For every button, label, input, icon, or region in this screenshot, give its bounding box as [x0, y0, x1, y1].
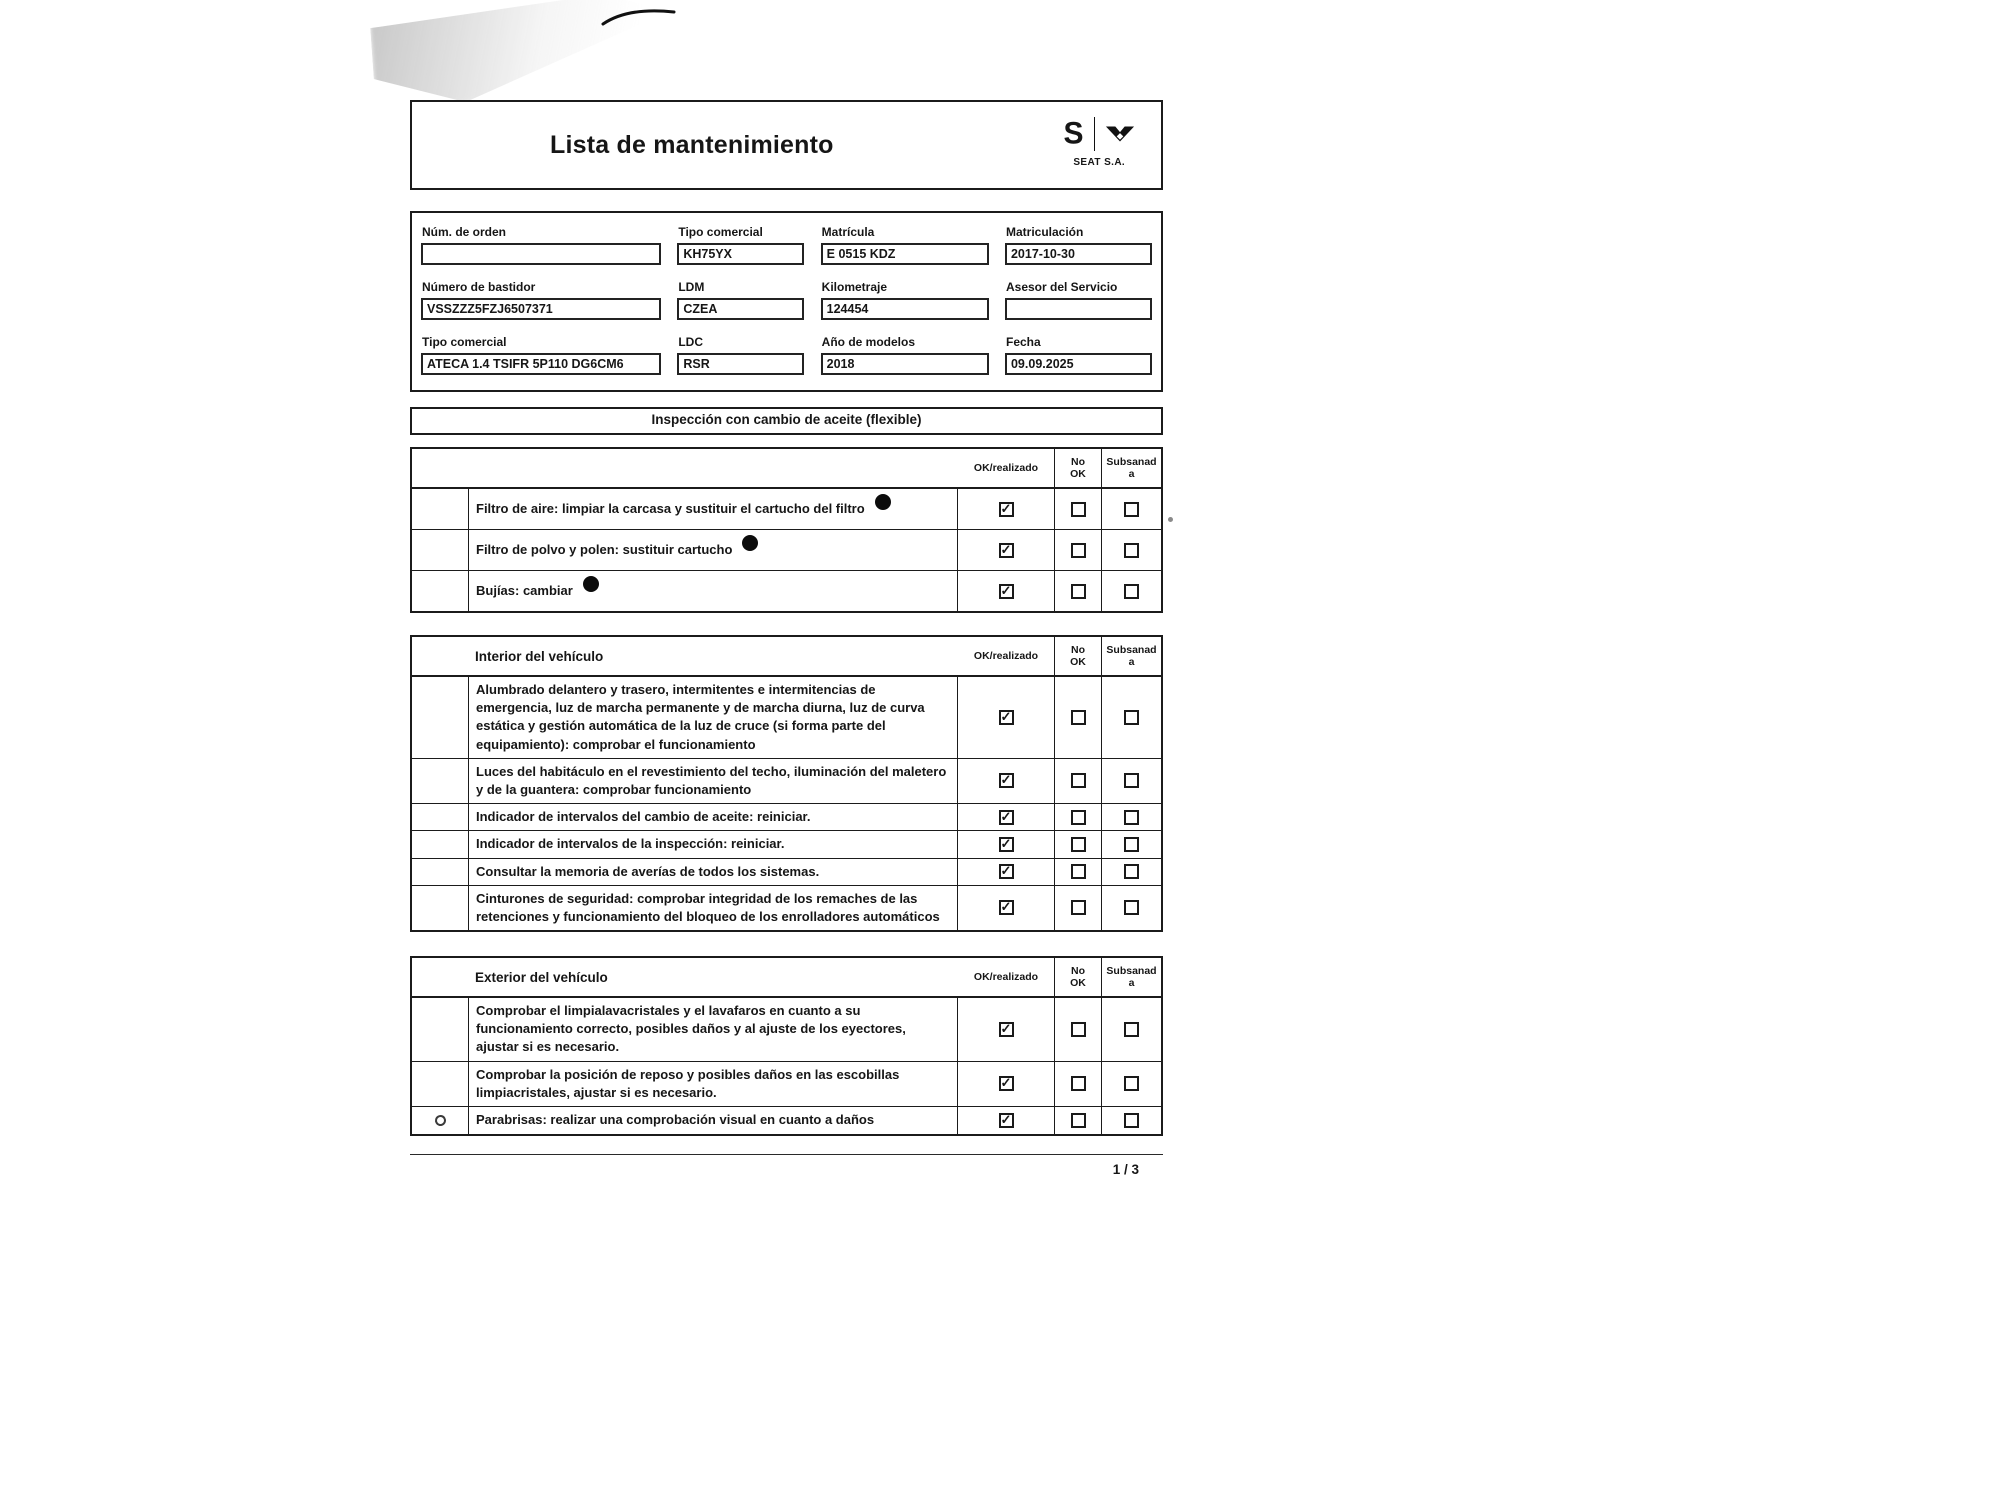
- checkbox-subsanada[interactable]: [1124, 837, 1139, 852]
- ok-cell: [958, 998, 1055, 1061]
- page-title: Lista de mantenimiento: [550, 130, 834, 159]
- checkbox-ok[interactable]: [999, 502, 1014, 517]
- ok-cell: [958, 1107, 1055, 1134]
- brand-block: [1063, 115, 1135, 168]
- form-field: [821, 280, 989, 320]
- ok-cell: [958, 886, 1055, 930]
- column-header-ok: OK/realizado: [958, 449, 1055, 487]
- checkbox-ok[interactable]: [999, 837, 1014, 852]
- column-header-ok: OK/realizado: [958, 958, 1055, 996]
- task-label: Comprobar el limpialavacristales y el lavafaros en cuanto a su funcionamiento correcto, posibles daños y al ajuste de los eyectores, ajustar si es necesario.: [476, 1003, 906, 1055]
- field-label: LDC: [678, 335, 703, 349]
- margin-column-header: [412, 637, 469, 675]
- margin-column-header: [412, 958, 469, 996]
- checkbox-ok[interactable]: [999, 1022, 1014, 1037]
- field-label: Número de bastidor: [422, 280, 536, 294]
- ok-cell: [958, 489, 1055, 529]
- checkbox-subsanada[interactable]: [1124, 710, 1139, 725]
- ok-cell: [958, 1062, 1055, 1106]
- field-label: LDM: [678, 280, 705, 294]
- checklist-row: [412, 1107, 1161, 1134]
- checkbox-subsanada[interactable]: [1124, 584, 1139, 599]
- field-value-box[interactable]: CZEA: [677, 298, 804, 320]
- checklist-table-oil-change: [410, 447, 1163, 613]
- column-header-no-ok: No OK: [1055, 449, 1102, 487]
- checkbox-ok[interactable]: [999, 710, 1014, 725]
- field-value-box[interactable]: KH75YX: [677, 243, 804, 265]
- ok-cell: [958, 859, 1055, 885]
- checklist-table-interior: [410, 635, 1163, 932]
- section-banner: Inspección con cambio de aceite (flexible): [410, 407, 1163, 435]
- task-label: Consultar la memoria de averías de todos los sistemas.: [476, 863, 820, 879]
- task-label: Filtro de polvo y polen: sustituir cartucho: [476, 541, 733, 557]
- task-cell: [469, 530, 958, 570]
- task-cell: [469, 859, 958, 885]
- field-label: Fecha: [1005, 335, 1041, 349]
- checklist-row: [412, 1062, 1161, 1107]
- table-title: [469, 466, 958, 470]
- checkbox-no-ok[interactable]: [1071, 1022, 1086, 1037]
- form-field: [821, 225, 989, 265]
- checkbox-no-ok[interactable]: [1071, 773, 1086, 788]
- checkbox-ok[interactable]: [999, 773, 1014, 788]
- checkbox-ok[interactable]: [999, 1076, 1014, 1091]
- field-label: Asesor del Servicio: [1005, 280, 1118, 294]
- seat-logo-icon: S: [1063, 116, 1084, 151]
- subsanada-cell: [1102, 998, 1161, 1061]
- column-header-subsanada: Subsanada: [1106, 455, 1157, 480]
- field-value-box[interactable]: 124454: [821, 298, 989, 320]
- row-margin-cell: [412, 571, 469, 611]
- subsanada-cell: [1102, 677, 1161, 758]
- no-ok-cell: [1055, 886, 1102, 930]
- checkbox-no-ok[interactable]: [1071, 1113, 1086, 1128]
- form-field: [1005, 280, 1152, 320]
- form-field: [1005, 335, 1152, 375]
- checkbox-subsanada[interactable]: [1124, 864, 1139, 879]
- checkbox-no-ok[interactable]: [1071, 710, 1086, 725]
- field-value-box[interactable]: 09.09.2025: [1005, 353, 1152, 375]
- task-cell: [469, 677, 958, 758]
- form-field: [421, 225, 661, 265]
- no-ok-cell: [1055, 677, 1102, 758]
- subsanada-cell: [1102, 530, 1161, 570]
- task-label: Cinturones de seguridad: comprobar integridad de los remaches de las retenciones y funcionamiento del bloqueo de los enrolladores automáticos: [476, 890, 940, 924]
- maintenance-document: [410, 100, 1163, 1177]
- subsanada-cell: [1102, 1107, 1161, 1134]
- table-title: Exterior del vehículo: [475, 969, 608, 985]
- form-field: [1005, 225, 1152, 265]
- document-header: [410, 100, 1163, 190]
- table-title: Interior del vehículo: [475, 648, 604, 664]
- no-ok-cell: [1055, 489, 1102, 529]
- checkbox-subsanada[interactable]: [1124, 502, 1139, 517]
- column-header-no-ok: No OK: [1055, 958, 1102, 996]
- field-label: Núm. de orden: [422, 225, 507, 239]
- checkbox-subsanada[interactable]: [1124, 1022, 1139, 1037]
- subsanada-cell: [1102, 886, 1161, 930]
- checklist-row: [412, 677, 1161, 759]
- dot-marker-icon: [742, 535, 758, 551]
- field-value-box[interactable]: E 0515 KDZ: [821, 243, 989, 265]
- cupra-logo-icon: [1105, 124, 1135, 144]
- task-label: Luces del habitáculo en el revestimiento del techo, iluminación del maletero y de la guantera: comprobar funcionamiento: [476, 763, 947, 797]
- subsanada-cell: [1102, 804, 1161, 830]
- row-margin-cell: [412, 1107, 469, 1134]
- dot-marker-icon: [875, 494, 891, 510]
- checkbox-ok[interactable]: [999, 1113, 1014, 1128]
- no-ok-cell: [1055, 804, 1102, 830]
- checklist-row: [412, 530, 1161, 571]
- field-value-box[interactable]: 2017-10-30: [1005, 243, 1152, 265]
- column-header-no-ok: No OK: [1055, 637, 1102, 675]
- subsanada-cell: [1102, 759, 1161, 803]
- field-value-box[interactable]: [1005, 298, 1152, 320]
- ok-cell: [958, 530, 1055, 570]
- column-header-subsanada: Subsanada: [1106, 965, 1157, 990]
- subsanada-cell: [1102, 571, 1161, 611]
- checkbox-ok[interactable]: [999, 864, 1014, 879]
- no-ok-cell: [1055, 1062, 1102, 1106]
- checklist-row: [412, 859, 1161, 886]
- logo-divider: [1094, 117, 1096, 151]
- row-margin-cell: [412, 831, 469, 857]
- checkbox-ok[interactable]: [999, 543, 1014, 558]
- field-value-box[interactable]: RSR: [677, 353, 804, 375]
- checkbox-subsanada[interactable]: [1124, 773, 1139, 788]
- task-label: Bujías: cambiar: [476, 582, 573, 598]
- row-margin-cell: [412, 886, 469, 930]
- task-label: Comprobar la posición de reposo y posibles daños en las escobillas limpiacristales, ajustar si es necesario.: [476, 1066, 900, 1100]
- task-cell: [469, 831, 958, 857]
- checkbox-no-ok[interactable]: [1071, 900, 1086, 915]
- row-margin-cell: [412, 530, 469, 570]
- row-margin-cell: [412, 804, 469, 830]
- dot-marker-icon: [583, 576, 599, 592]
- column-header-ok: OK/realizado: [958, 637, 1055, 675]
- checkbox-ok[interactable]: [999, 900, 1014, 915]
- checklist-row: [412, 831, 1161, 858]
- checkbox-no-ok[interactable]: [1071, 837, 1086, 852]
- field-label: Matriculación: [1005, 225, 1084, 239]
- task-label: Indicador de intervalos de la inspección: reiniciar.: [476, 836, 785, 852]
- task-cell: [469, 489, 958, 529]
- table-header: [412, 449, 1161, 489]
- row-margin-cell: [412, 998, 469, 1061]
- ok-cell: [958, 677, 1055, 758]
- row-margin-cell: [412, 677, 469, 758]
- checklist-row: [412, 759, 1161, 804]
- no-ok-cell: [1055, 759, 1102, 803]
- form-field: [677, 225, 804, 265]
- field-label: Matrícula: [821, 225, 875, 239]
- checkbox-no-ok[interactable]: [1071, 584, 1086, 599]
- table-header: [412, 958, 1161, 998]
- no-ok-cell: [1055, 1107, 1102, 1134]
- checkbox-no-ok[interactable]: [1071, 543, 1086, 558]
- task-cell: [469, 886, 958, 930]
- task-cell: [469, 571, 958, 611]
- no-ok-cell: [1055, 998, 1102, 1061]
- row-margin-cell: [412, 1062, 469, 1106]
- checkbox-no-ok[interactable]: [1071, 502, 1086, 517]
- checkbox-no-ok[interactable]: [1071, 1076, 1086, 1091]
- subsanada-cell: [1102, 859, 1161, 885]
- field-label: Tipo comercial: [422, 335, 507, 349]
- task-label: Filtro de aire: limpiar la carcasa y sustituir el cartucho del filtro: [476, 500, 865, 516]
- ok-cell: [958, 571, 1055, 611]
- field-label: Tipo comercial: [678, 225, 763, 239]
- table-header: [412, 637, 1161, 677]
- checkbox-no-ok[interactable]: [1071, 864, 1086, 879]
- vehicle-data-form: [410, 211, 1163, 392]
- subsanada-cell: [1102, 1062, 1161, 1106]
- checklist-row: [412, 804, 1161, 831]
- ok-cell: [958, 831, 1055, 857]
- no-ok-cell: [1055, 831, 1102, 857]
- no-ok-cell: [1055, 530, 1102, 570]
- field-value-box[interactable]: [421, 243, 661, 265]
- margin-column-header: [412, 449, 469, 487]
- page-number: 1 / 3: [1112, 1162, 1139, 1177]
- task-cell: [469, 1107, 958, 1134]
- row-margin-cell: [412, 759, 469, 803]
- checkbox-subsanada[interactable]: [1124, 1076, 1139, 1091]
- form-field: [677, 280, 804, 320]
- row-margin-cell: [412, 859, 469, 885]
- field-value-box[interactable]: 2018: [821, 353, 989, 375]
- ok-cell: [958, 759, 1055, 803]
- column-header-subsanada: Subsanada: [1106, 643, 1157, 668]
- checklist-table-exterior: [410, 956, 1163, 1136]
- field-label: Año de modelos: [821, 335, 915, 349]
- checkbox-ok[interactable]: [999, 584, 1014, 599]
- checkbox-ok[interactable]: [999, 810, 1014, 825]
- checklist-row: [412, 886, 1161, 930]
- checkbox-subsanada[interactable]: [1124, 900, 1139, 915]
- task-cell: [469, 998, 958, 1061]
- checklist-row: [412, 998, 1161, 1062]
- form-field: [677, 335, 804, 375]
- row-margin-cell: [412, 489, 469, 529]
- form-field: [421, 280, 661, 320]
- task-label: Parabrisas: realizar una comprobación visual en cuanto a daños: [476, 1112, 875, 1128]
- task-label: Indicador de intervalos del cambio de aceite: reiniciar.: [476, 809, 811, 825]
- footer-divider: [410, 1154, 1163, 1177]
- checkbox-subsanada[interactable]: [1124, 1113, 1139, 1128]
- form-field: [421, 335, 661, 375]
- task-cell: [469, 1062, 958, 1106]
- form-field: [821, 335, 989, 375]
- brand-name: SEAT S.A.: [1073, 157, 1126, 168]
- task-label: Alumbrado delantero y trasero, intermitentes e intermitencias de emergencia, luz de marcha permanente y de marcha diurna, luz de curva estática y gestión automática de la luz de cruce (si forma parte del equipamiento): comprobar el funcionamiento: [476, 682, 925, 752]
- scan-dot-artifact: [1168, 517, 1173, 522]
- checkbox-no-ok[interactable]: [1071, 810, 1086, 825]
- field-value-box[interactable]: VSSZZZ5FZJ6507371: [421, 298, 661, 320]
- checkbox-subsanada[interactable]: [1124, 810, 1139, 825]
- task-cell: [469, 804, 958, 830]
- scan-curve-artifact: [600, 4, 680, 35]
- ok-cell: [958, 804, 1055, 830]
- margin-mark-icon: [433, 1114, 446, 1127]
- field-label: Kilometraje: [821, 280, 888, 294]
- checklist-row: [412, 571, 1161, 611]
- checklist-row: [412, 489, 1161, 530]
- field-value-box[interactable]: ATECA 1.4 TSIFR 5P110 DG6CM6: [421, 353, 661, 375]
- no-ok-cell: [1055, 859, 1102, 885]
- subsanada-cell: [1102, 831, 1161, 857]
- task-cell: [469, 759, 958, 803]
- checkbox-subsanada[interactable]: [1124, 543, 1139, 558]
- subsanada-cell: [1102, 489, 1161, 529]
- no-ok-cell: [1055, 571, 1102, 611]
